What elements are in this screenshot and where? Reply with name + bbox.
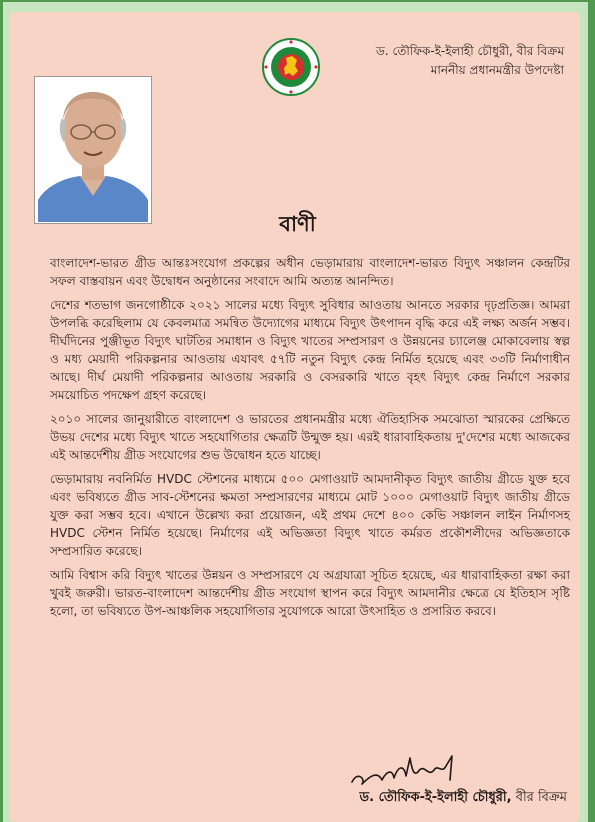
header-block — [324, 42, 564, 80]
paragraph-2: দেশের শতভাগ জনগোষ্ঠীকে ২০২১ সালের মধ্যে বিদ্যুৎ সুবিধার আওতায় আনতে সরকার দৃঢ়প্রতিজ্ঞ। আমরা উপলব্ধি করেছিলাম যে কেবলমাত্র সমন্বিত উদ্যোগের মাধ্যমে বিদ্যুৎ উৎপাদন বৃদ্ধি করে এই লক্ষ্য অর্জন সম্ভব। দীর্ঘদিনের পুঞ্জীভূত বিদ্যুৎ ঘাটতির সমাধান ও বিদ্যুৎ খাতের সম্প্রসারণ ও উন্নয়নের চ্যালেঞ্জ মোকাবেলায় স্বল্প ও মধ্য মেয়াদী পরিকল্পনার আওতায় এযাবৎ ৫৭টি নতুন বিদ্যুৎ কেন্দ্র নির্মিত হয়েছে এবং ৩৩টি নির্মাণাধীন আছে। দীর্ঘ মেয়াদী পরিকল্পনার আওতায় সরকারি ও বেসরকারি খাতে বৃহৎ বিদ্যুৎ কেন্দ্র নির্মাণে সরকার সময়োচিত পদক্ষেপ গ্রহণ করেছে। — [50, 298, 570, 402]
portrait-image — [36, 78, 150, 222]
header-name: ড. তৌফিক-ই-ইলাহী চৌধুরী, বীর বিক্রম — [376, 44, 564, 58]
handwritten-signature — [348, 752, 468, 792]
message-title: বাণী — [279, 212, 316, 236]
government-seal-logo — [262, 38, 320, 96]
signatory-name: ড. তৌফিক-ই-ইলাহী চৌধুরী, — [359, 790, 512, 805]
message-body — [50, 254, 570, 626]
paragraph-3: ২০১০ সালের জানুয়ারীতে বাংলাদেশ ও ভারতের প্রধানমন্ত্রীর মধ্যে ঐতিহাসিক সমঝোতা স্মারকের প্রেক্ষিতে উভয় দেশের মধ্যে বিদ্যুৎ খাতে সহযোগিতার ক্ষেত্রটি উন্মুক্ত হয়। এরই ধারাবাহিকতায় দু'দেশের মধ্যে আজকের এই আন্তর্দেশীয় গ্রীড সংযোগের শুভ উদ্বোধন হতে যাচ্ছে। — [50, 412, 570, 462]
paragraph-1: বাংলাদেশ-ভারত গ্রীড আন্তঃসংযোগ প্রকল্পের অধীন ভেড়ামারায় বাংলাদেশ-ভারত বিদ্যুৎ সঞ্চালন কেন্দ্রটির সফল বাস্তবায়ন এবং উদ্বোধন অনুষ্ঠানের সংবাদে আমি অত্যন্ত আনন্দিত। — [50, 256, 570, 288]
signature-name — [360, 788, 567, 809]
paragraph-4: ভেড়ামারায় নবনির্মিত HVDC স্টেশনের মাধ্যমে ৫০০ মেগাওয়াট আমদানীকৃত বিদ্যুৎ জাতীয় গ্রীডে যুক্ত হবে এবং ভবিষ্যতে গ্রীড সাব-স্টেশনের ক্ষমতা সম্প্রসারণের মাধ্যমে মোট ১০০০ মেগাওয়াট বিদ্যুৎ জাতীয় গ্রীডে যুক্ত করা সম্ভব হবে। এখানে উল্লেখ্য করা প্রয়োজন, এই প্রথম দেশে ৪০০ কেভি সঞ্চালন লাইন নির্মাণসহ HVDC স্টেশন নির্মিত হয়েছে। নির্মাণের এই অভিজ্ঞতা বিদ্যুৎ খাতে কর্মরত প্রকৌশলীদের অভিজ্ঞতাকে সম্প্রসারিত করেছে। — [50, 472, 570, 558]
paragraph-5: আমি বিশ্বাস করি বিদ্যুৎ খাতের উন্নয়ন ও সম্প্রসারণে যে অগ্রযাত্রা সূচিত হয়েছে, এর ধারাবাহিকতা রক্ষা করা খুবই জরুরী। ভারত-বাংলাদেশ আন্তর্দেশীয় গ্রীড সংযোগ স্থাপন করে বিদ্যুৎ আমদানীর ক্ষেত্রে যে ইতিহাস সৃষ্টি হলো, তা ভবিষ্যতে উপ-আঞ্চলিক সহযোগিতার সুযোগকে আরো উৎসাহিত ও প্রসারিত করবে। — [50, 568, 570, 618]
signatory-title: বীর বিক্রম — [511, 790, 567, 805]
portrait-photo — [34, 76, 152, 224]
header-designation: মাননীয় প্রধানমন্ত্রীর উপদেষ্টা — [430, 63, 564, 77]
